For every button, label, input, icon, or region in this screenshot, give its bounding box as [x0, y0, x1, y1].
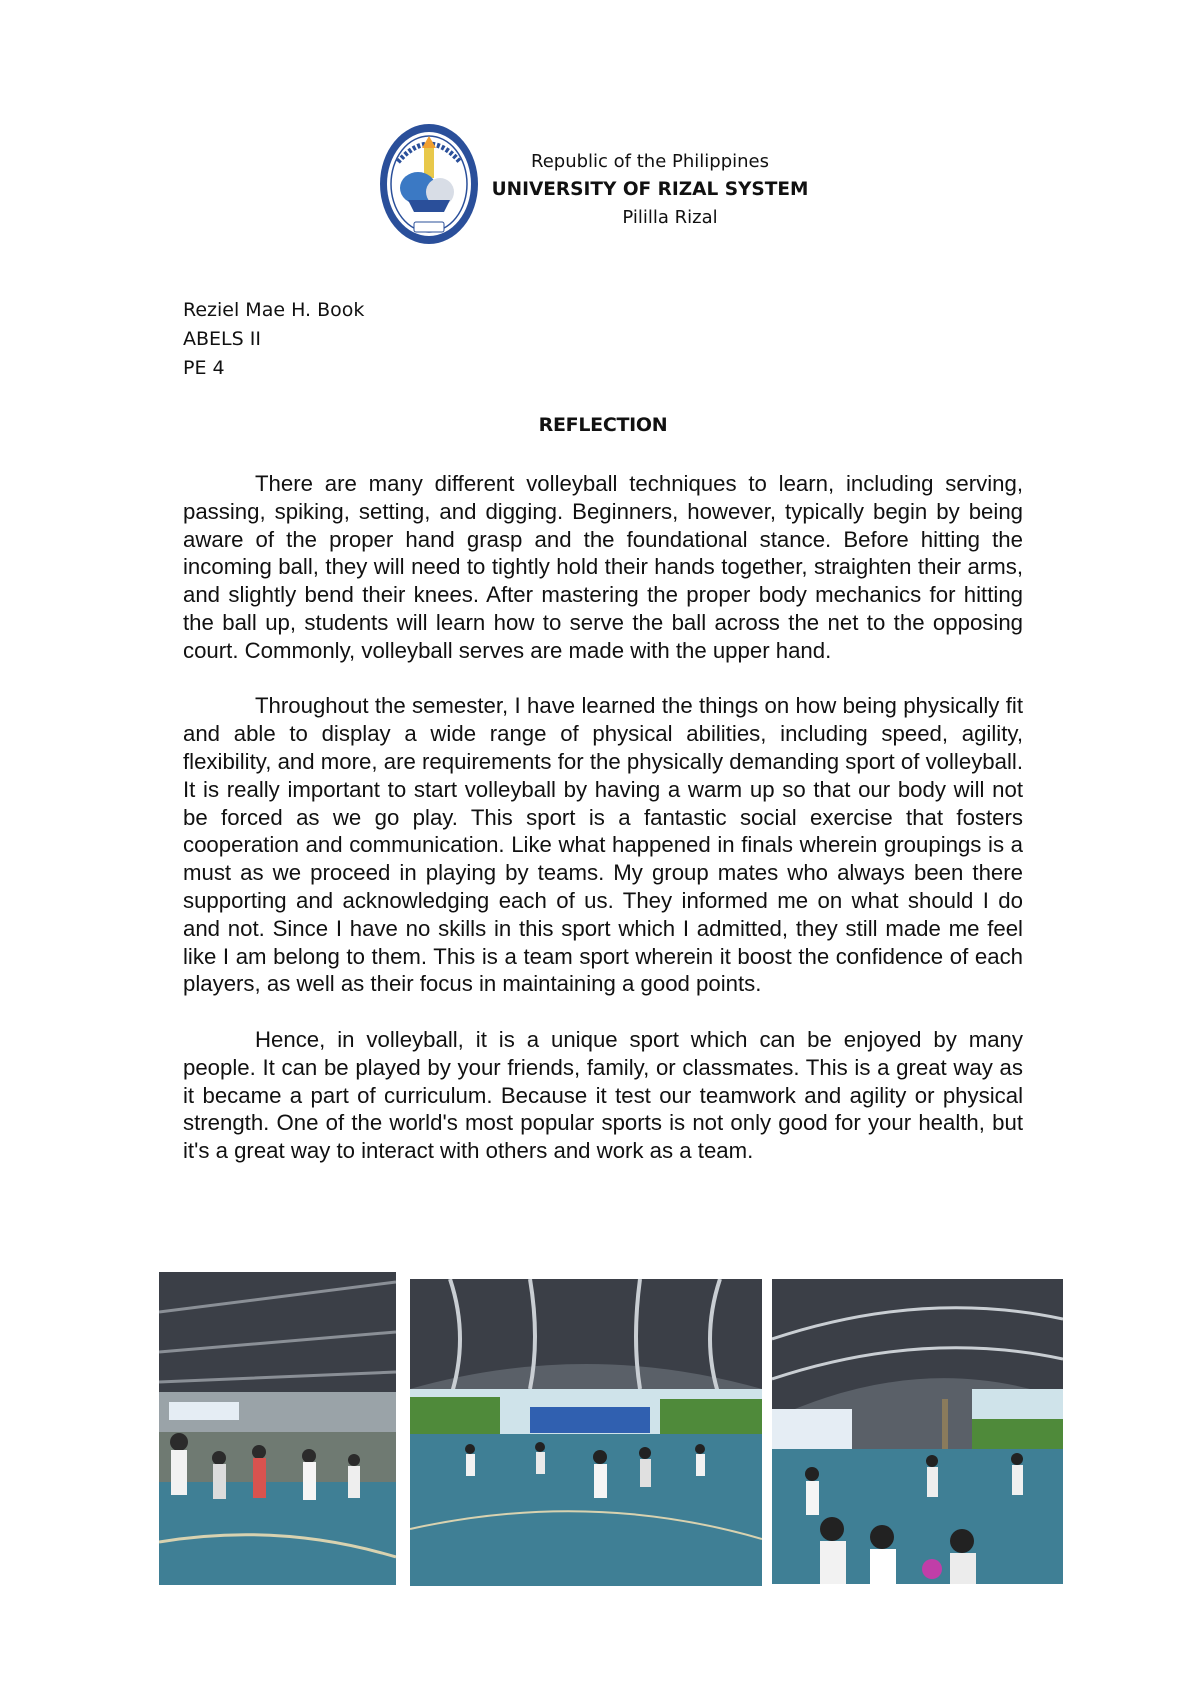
student-name: Reziel Mae H. Book	[183, 299, 365, 321]
gym-photo-1	[159, 1272, 396, 1585]
page-title: REFLECTION	[538, 414, 668, 436]
paragraph: Throughout the semester, I have learned the things on how being physically fit and able to display a wide range of physical abilities, including speed, agility, flexibility, and more, are requirements for the physically demanding sport of volleyball. It is really important to start volleyball by having a warm up so that our body will not be forced as we go play. This sport is a fantastic social exercise that fosters cooperation and communication. Like what happened in finals wherein groupings is a must as we proceed in playing by teams. My group mates who always been there supporting and acknowledging each of us. They informed me on what should I do and not. Since I have no skills in this sport which I admitted, they still made me feel like I am belong to them. This is a team sport wherein it boost the confidence of each players, as well as their focus in maintaining a good points.	[183, 693, 1023, 997]
student-section: ABELS II	[183, 328, 261, 350]
paragraph: There are many different volleyball techniques to learn, including serving, passing, spiking, setting, and digging. Beginners, however, typically begin by being aware of the proper hand grasp and the foundational stance. Before hitting the incoming ball, they will need to tightly hold their hands together, straighten their arms, and slightly bend their knees. After mastering the proper body mechanics for hitting the ball up, students will learn how to serve the ball across the net to the opposing court. Commonly, volleyball serves are made with the upper hand.	[183, 471, 1023, 663]
campus-name: Pililla Rizal	[622, 207, 718, 228]
reflection-body	[183, 470, 1023, 1193]
student-course: PE 4	[183, 357, 225, 379]
university-name: UNIVERSITY OF RIZAL SYSTEM	[491, 179, 809, 200]
country-line: Republic of the Philippines	[531, 151, 769, 172]
gym-photo-2	[410, 1279, 762, 1586]
gym-photo-3	[772, 1279, 1063, 1584]
student-info	[183, 296, 364, 383]
document-header	[470, 148, 830, 232]
paragraph: Hence, in volleyball, it is a unique sport which can be enjoyed by many people. It can be played by your friends, family, or classmates. This is a great way as it became a part of curriculum. Because it test our teamwork and agility or physical strength. One of the world's most popular sports is not only good for your health, but it's a great way to interact with others and work as a team.	[183, 1026, 1023, 1164]
university-seal-logo	[378, 122, 480, 246]
